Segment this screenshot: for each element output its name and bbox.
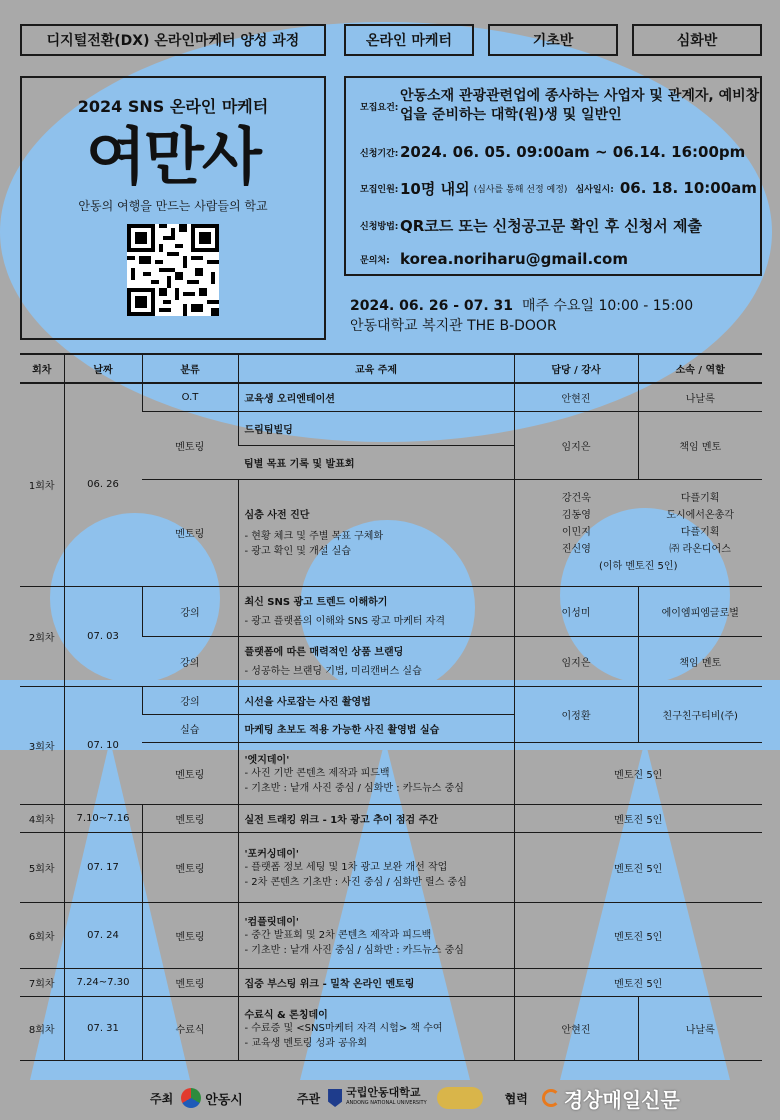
topic-title: 최신 SNS 광고 트렌드 이해하기 — [244, 597, 388, 608]
mentor-cell: 멘토진 5인 — [514, 968, 762, 996]
sponsor-footer — [0, 1080, 780, 1116]
mentor-name: 이민지 — [561, 526, 591, 538]
table-header-row — [20, 354, 762, 383]
session-cell: 8회차 — [20, 996, 64, 1060]
topic-title: '포커싱데이' — [244, 848, 299, 860]
category-cell: 멘토링 — [142, 479, 238, 586]
topic-title: '엣지데이' — [244, 754, 290, 766]
category-cell: 멘토링 — [142, 902, 238, 968]
affiliation-cell: 에이엠피엠글로벌 — [638, 586, 762, 636]
instructor-cell: 이성미 — [514, 586, 638, 636]
mentor-cell: 멘토진 5인 — [514, 804, 762, 832]
topic-detail: - 기초반 : 낱개 사진 중심 / 심화반 : 카드뉴스 중심 — [244, 782, 464, 794]
andong-city-logo-icon — [181, 1088, 201, 1108]
category-cell: 멘토링 — [142, 411, 238, 479]
category-cell: 멘토링 — [142, 968, 238, 996]
col-header-session: 회차 — [20, 354, 64, 383]
topic-cell: 드림팀빌딩 — [238, 411, 514, 445]
newspaper-watermark — [542, 1084, 680, 1113]
period-value: 2024. 06. 05. 09:00am ~ 06.14. 16:00pm — [400, 143, 746, 161]
session-cell: 1회차 — [20, 383, 64, 586]
tab-basic[interactable]: 기초반 — [488, 24, 618, 56]
session-cell: 4회차 — [20, 804, 64, 832]
topic-title: '컴플릿데이' — [244, 916, 299, 928]
topic-detail: - 기초반 : 낱개 사진 중심 / 심화반 : 카드뉴스 중심 — [244, 944, 464, 956]
date-cell: 07. 17 — [64, 832, 142, 902]
recruitment-info — [344, 76, 762, 276]
date-cell: 07. 10 — [64, 686, 142, 804]
method-label: 신청방법: — [360, 221, 399, 232]
host-label: 주최 — [150, 1091, 174, 1106]
topic-cell — [238, 902, 514, 968]
topic-cell — [238, 586, 514, 636]
qualification-value: 안동소재 관광관련업에 종사하는 사업자 및 관계자, 예비창업을 준비하는 대학(원)생 및 일반인 — [400, 88, 760, 123]
organizer-name: 국립안동대학교 — [346, 1086, 421, 1099]
organizer-name-en: ANDONG NATIONAL UNIVERSITY — [346, 1100, 427, 1106]
partner-label: 협력 — [504, 1091, 528, 1106]
topic-cell — [238, 742, 514, 804]
date-cell: 7.10~7.16 — [64, 804, 142, 832]
instructor-cell: 임지은 — [514, 636, 638, 686]
session-cell: 6회차 — [20, 902, 64, 968]
category-cell: 실습 — [142, 714, 238, 742]
category-cell: 수료식 — [142, 996, 238, 1060]
col-header-affiliation: 소속 / 역할 — [638, 354, 762, 383]
date-cell: 07. 31 — [64, 996, 142, 1060]
mentor-org: ㈜ 라온디어스 — [669, 543, 731, 555]
session-cell: 5회차 — [20, 832, 64, 902]
mentor-name: 강건욱 — [561, 492, 591, 504]
topic-detail: - 광고 플랫폼의 이해와 SNS 광고 마케터 자격 — [244, 616, 446, 627]
table-row — [20, 586, 762, 636]
review-value: 06. 18. 10:00am — [619, 179, 757, 197]
category-cell: 멘토링 — [142, 804, 238, 832]
affiliation-cell: 나날록 — [638, 383, 762, 411]
mentor-cell: 멘토진 5인 — [514, 902, 762, 968]
qr-code-icon[interactable] — [127, 224, 219, 316]
date-cell: 7.24~7.30 — [64, 968, 142, 996]
tab-online-marketer[interactable]: 온라인 마케터 — [344, 24, 474, 56]
date-cell: 06. 26 — [64, 383, 142, 586]
schedule-dates: 2024. 06. 26 - 07. 31 — [350, 298, 514, 314]
contact-label: 문의처: — [360, 255, 390, 266]
affiliation-cell: 친구친구티비(주) — [638, 686, 762, 742]
mentor-org: 다플기획 — [680, 526, 720, 538]
host-name: 안동시 — [205, 1092, 243, 1108]
date-cell: 07. 03 — [64, 586, 142, 686]
year-title: 2024 SNS 온라인 마케터 — [77, 97, 269, 116]
topic-cell — [238, 479, 514, 586]
mentor-name: 진신영 — [561, 543, 591, 555]
table-row — [20, 832, 762, 902]
instructor-cell: 이정환 — [514, 686, 638, 742]
mentor-org: 도시에서온총각 — [666, 509, 734, 521]
topic-cell: 마케팅 초보도 적용 가능한 사진 촬영법 실습 — [238, 714, 514, 742]
topic-detail: - 중간 발표회 및 2차 콘텐츠 제작과 피드백 — [244, 929, 432, 941]
topic-cell: 교육생 오리엔테이션 — [238, 383, 514, 411]
instructor-cell: 안현진 — [514, 996, 638, 1060]
topic-cell — [238, 996, 514, 1060]
course-title-tag: 디지털전환(DX) 온라인마케터 양성 과정 — [20, 24, 326, 56]
schedule-time: 매주 수요일 10:00 - 15:00 — [521, 298, 694, 314]
session-cell: 2회차 — [20, 586, 64, 686]
col-header-date: 날짜 — [64, 354, 142, 383]
col-header-category: 분류 — [142, 354, 238, 383]
affiliation-cell: 책임 멘토 — [638, 411, 762, 479]
tab-advanced[interactable]: 심화반 — [632, 24, 762, 56]
session-cell: 7회차 — [20, 968, 64, 996]
category-cell: O.T — [142, 383, 238, 411]
method-value: QR코드 또는 신청공고문 확인 후 신청서 제출 — [400, 216, 702, 235]
instructor-cell: 임지은 — [514, 411, 638, 479]
topic-cell — [238, 832, 514, 902]
topic-title: 심층 사전 진단 — [244, 510, 310, 521]
topic-detail: - 교육생 멘토링 성과 공유회 — [244, 1037, 368, 1049]
capacity-label: 모집인원: — [360, 184, 399, 195]
brand-panel — [20, 76, 326, 340]
table-row — [20, 383, 762, 411]
category-cell: 강의 — [142, 586, 238, 636]
topic-detail: - 사진 기반 콘텐츠 제작과 피드백 — [244, 767, 390, 779]
partner-logo-icon — [437, 1087, 483, 1109]
col-header-topic: 교육 주제 — [238, 354, 514, 383]
mentor-note: (이하 멘토진 5인) — [599, 560, 678, 572]
topic-cell: 팀별 목표 기록 및 발표회 — [238, 445, 514, 479]
period-label: 신청기간: — [360, 148, 399, 159]
curriculum-table — [20, 353, 762, 1061]
topic-detail: - 성공하는 브랜딩 기법, 미리캔버스 실습 — [244, 666, 422, 677]
topic-cell — [238, 636, 514, 686]
schedule-info — [350, 296, 693, 336]
watermark-logo-icon — [542, 1089, 560, 1107]
tagline: 안동의 여행을 만드는 사람들의 학교 — [78, 199, 268, 213]
topic-detail: - 광고 확인 및 개설 실습 — [244, 546, 351, 557]
category-cell: 멘토링 — [142, 832, 238, 902]
review-label: 심사일시: — [575, 184, 614, 195]
mentor-list-cell — [514, 479, 762, 586]
category-cell: 강의 — [142, 636, 238, 686]
table-row — [20, 902, 762, 968]
mentor-name: 김동영 — [561, 509, 591, 521]
topic-title: 수료식 & 론칭데이 — [244, 1009, 328, 1021]
topic-cell: 시선을 사로잡는 사진 촬영법 — [238, 686, 514, 714]
schedule-venue: 안동대학교 복지관 THE B-DOOR — [350, 318, 557, 334]
category-cell: 강의 — [142, 686, 238, 714]
brand-logo: 여만사 — [86, 120, 260, 193]
table-row — [20, 968, 762, 996]
capacity-note: (심사를 통해 선정 예정) — [473, 184, 568, 195]
topic-cell: 실전 트래킹 위크 - 1차 광고 추이 점검 주간 — [238, 804, 514, 832]
university-logo-icon — [328, 1089, 342, 1107]
mentor-cell: 멘토진 5인 — [514, 832, 762, 902]
affiliation-cell: 나날록 — [638, 996, 762, 1060]
topic-detail: - 현황 체크 및 주별 목표 구체화 — [244, 531, 384, 542]
affiliation-cell: 책임 멘토 — [638, 636, 762, 686]
topic-cell: 집중 부스팅 위크 - 밀착 온라인 멘토링 — [238, 968, 514, 996]
mentor-org: 다플기획 — [680, 492, 720, 504]
contact-email[interactable]: korea.noriharu@gmail.com — [400, 250, 628, 268]
mentor-cell: 멘토진 5인 — [514, 742, 762, 804]
watermark-text: 경상매일신문 — [563, 1087, 680, 1112]
topic-detail: - 수료증 및 <SNS마케터 자격 시험> 책 수여 — [244, 1022, 443, 1034]
instructor-cell: 안현진 — [514, 383, 638, 411]
organizer-label: 주관 — [296, 1091, 321, 1106]
topic-title: 플랫폼에 따른 매력적인 상품 브랜딩 — [244, 647, 404, 658]
topic-detail: - 2차 콘텐츠 기초반 : 사진 중심 / 심화반 릴스 중심 — [244, 876, 467, 888]
session-cell: 3회차 — [20, 686, 64, 804]
table-row — [20, 804, 762, 832]
col-header-instructor: 담당 / 강사 — [514, 354, 638, 383]
table-row — [20, 686, 762, 714]
topic-detail: - 플랫폼 정보 세팅 및 1차 광고 보완 개선 작업 — [244, 861, 448, 873]
table-row — [20, 996, 762, 1060]
category-cell: 멘토링 — [142, 742, 238, 804]
date-cell: 07. 24 — [64, 902, 142, 968]
capacity-value: 10명 내외 — [400, 179, 470, 198]
qualification-label: 모집요건: — [360, 102, 399, 113]
